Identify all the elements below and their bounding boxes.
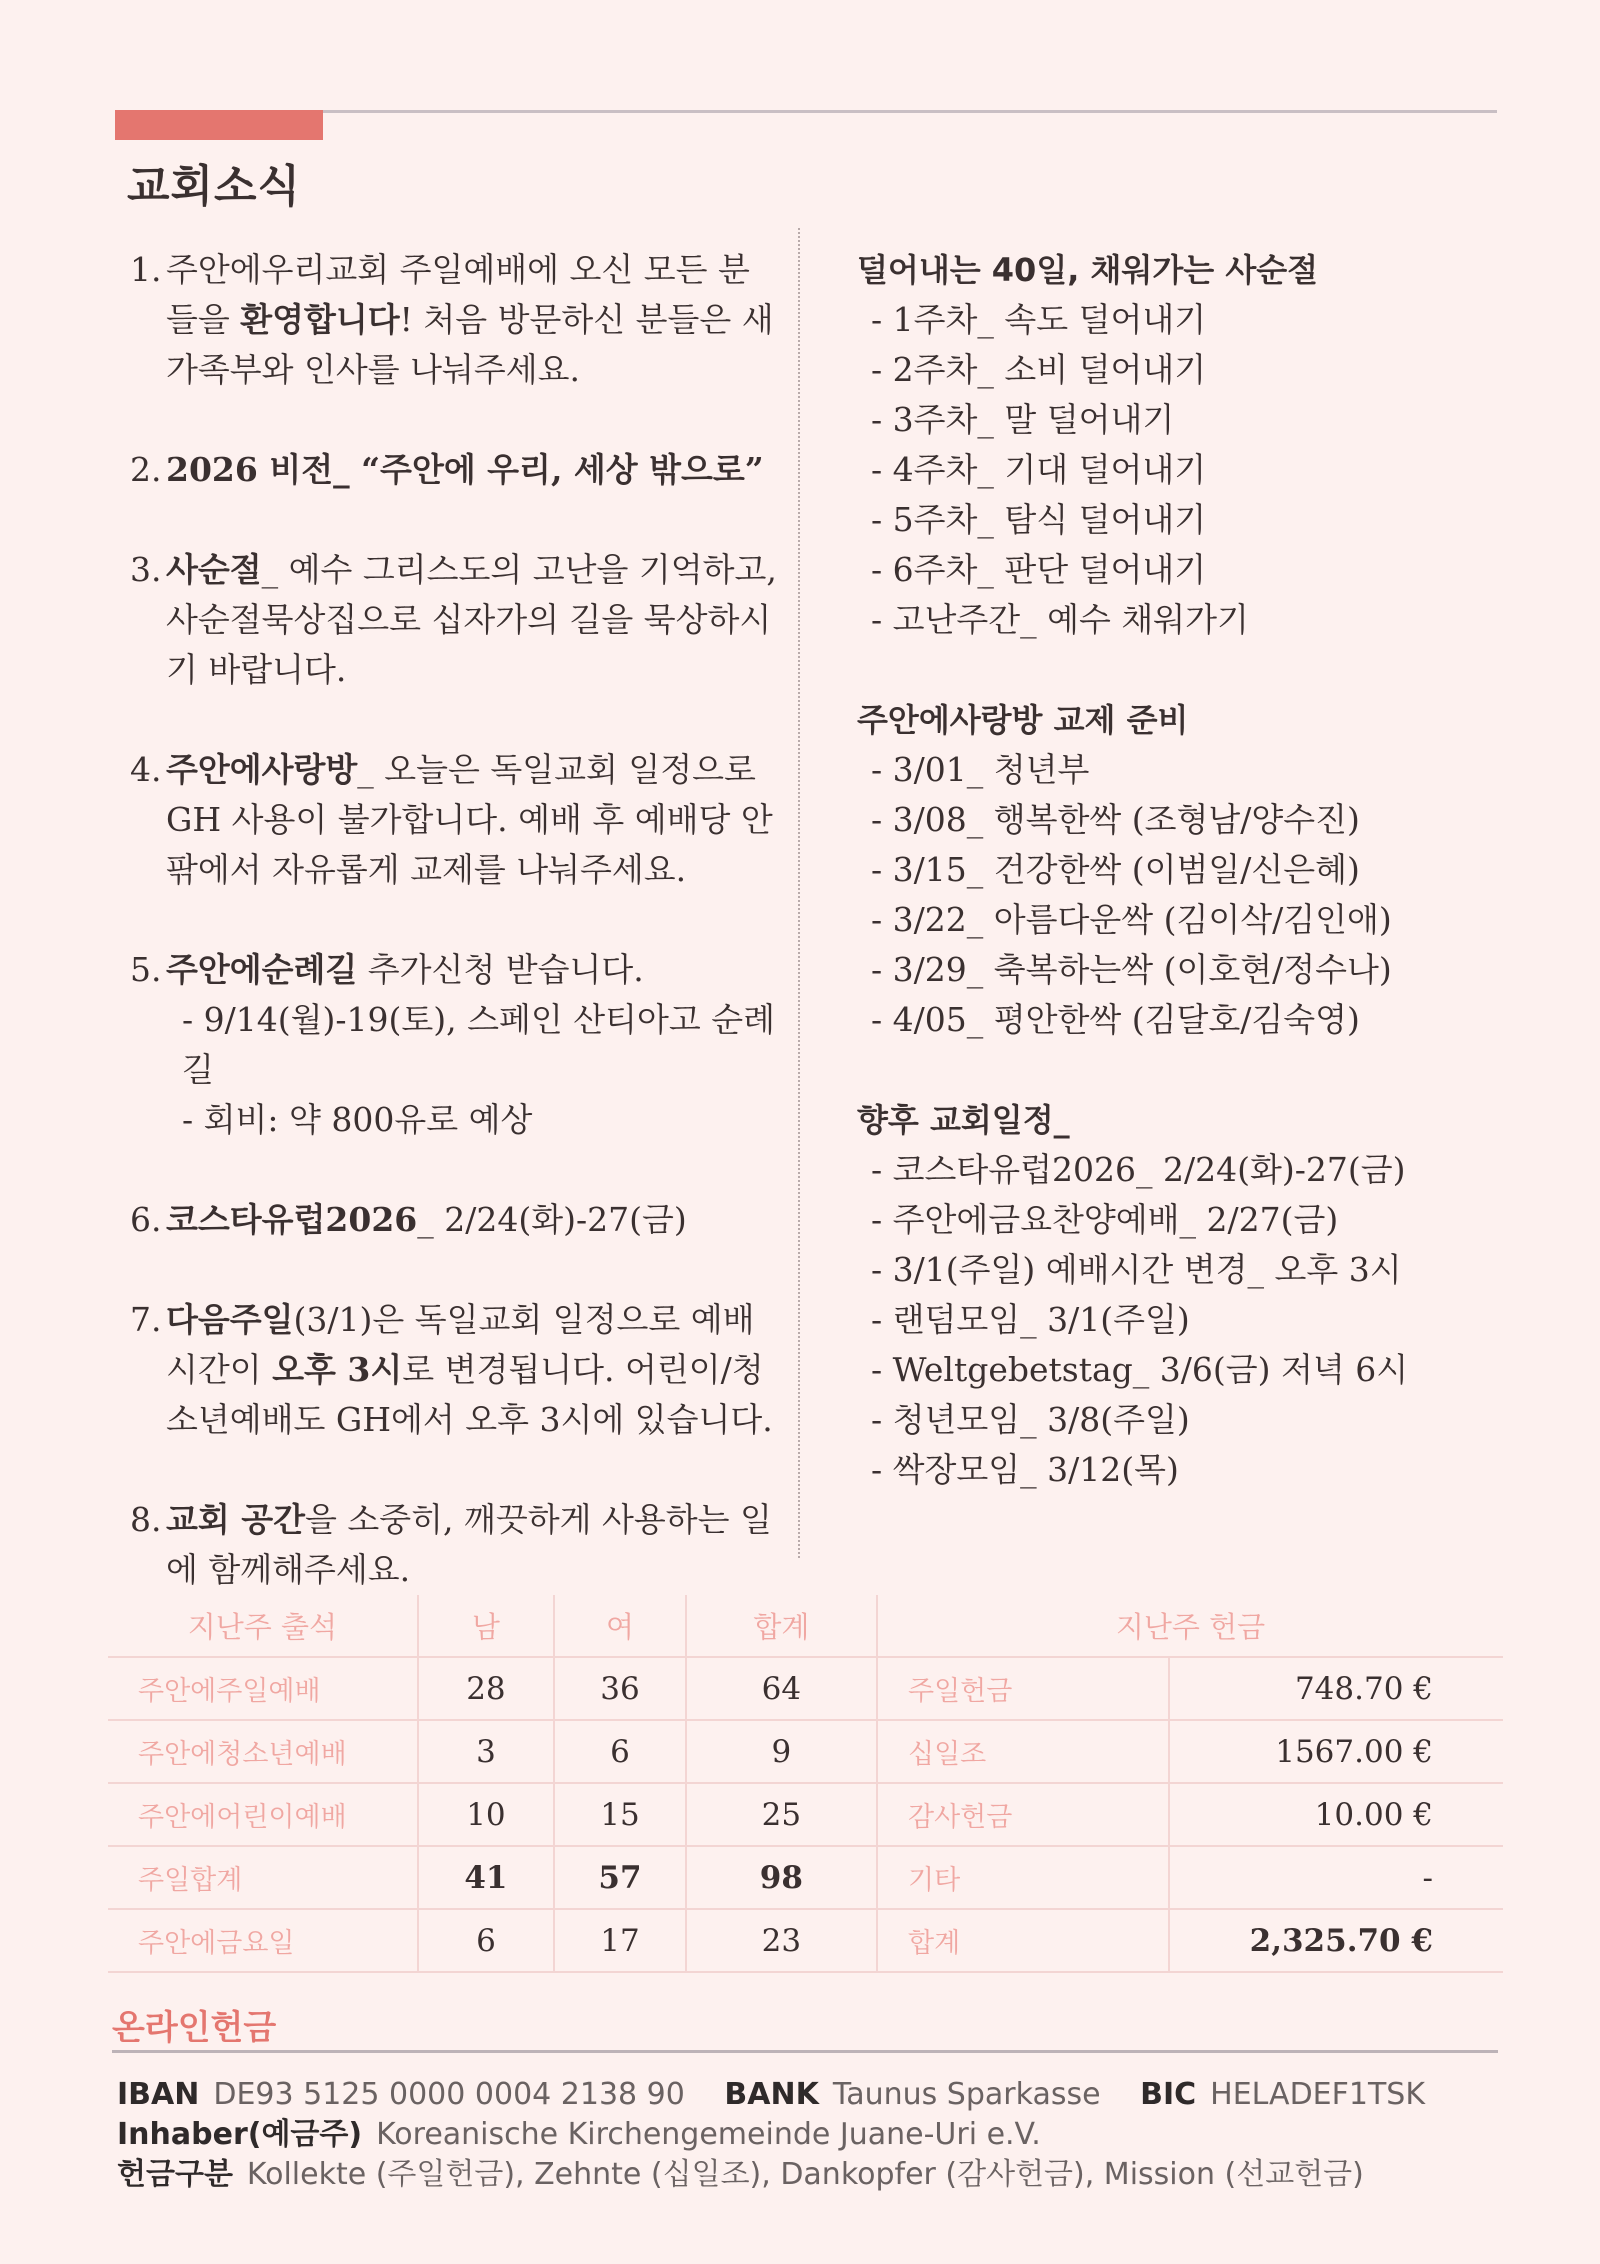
attendance-count: 98	[686, 1846, 877, 1909]
attendance-count: 28	[418, 1657, 555, 1720]
news-item-text	[166, 245, 780, 395]
schedule-column	[857, 245, 1507, 1545]
schedule-line: - Weltgebetstag_ 3/6(금) 저녁 6시	[871, 1350, 1409, 1389]
attendance-row	[108, 1783, 877, 1846]
news-item	[130, 1195, 780, 1245]
news-item	[130, 245, 780, 395]
news-item-text	[166, 1495, 780, 1595]
iban-label: IBAN	[117, 2077, 200, 2112]
news-item-highlight: 사순절	[166, 550, 262, 589]
schedule-line: - 3/1(주일) 예배시간 변경_ 오후 3시	[871, 1250, 1402, 1289]
holder-label: Inhaber(예금주)	[117, 2117, 363, 2152]
schedule-line: - 6주차_ 판단 덜어내기	[871, 550, 1207, 589]
schedule-heading: 덜어내는 40일, 채워가는 사순절	[857, 251, 1319, 289]
offering-row	[878, 1720, 1503, 1783]
attendance-header-row	[108, 1595, 877, 1657]
attendance-count: 6	[418, 1909, 555, 1972]
attendance-count: 10	[418, 1783, 555, 1846]
online-offering-title: 온라인헌금	[112, 2008, 277, 2048]
news-item	[130, 745, 780, 895]
news-item-body: (3/1)은 독일교회 일정으로 예배시간이	[166, 1300, 755, 1389]
schedule-line: - 주안에금요찬양예배_ 2/27(금)	[871, 1200, 1339, 1239]
news-item-highlight: 주안에순례길	[166, 950, 358, 989]
news-item-highlight: 교회 공간	[166, 1500, 306, 1539]
news-item-body: 을 소중히, 깨끗하게 사용하는 일에 함께해주세요.	[166, 1500, 772, 1589]
offering-type-label: 헌금구분	[117, 2157, 233, 2192]
news-item	[130, 445, 780, 495]
attendance-count: 36	[554, 1657, 686, 1720]
title-accent-bar	[115, 110, 323, 140]
bic-label: BIC	[1140, 2077, 1197, 2112]
news-item-number: 1.	[130, 250, 162, 289]
news-item	[130, 1295, 780, 1445]
schedule-line: - 3/08_ 행복한싹 (조형남/양수진)	[871, 800, 1360, 839]
online-rule	[112, 2050, 1498, 2053]
attendance-label: 주안에어린이예배	[108, 1783, 418, 1846]
news-item-number: 8.	[130, 1500, 162, 1539]
bic-value: HELADEF1TSK	[1210, 2077, 1426, 2112]
schedule-line: - 코스타유럽2026_ 2/24(화)-27(금)	[871, 1150, 1406, 1189]
holder-value: Koreanische Kirchengemeinde Juane-Uri e.V.	[376, 2117, 1041, 2152]
schedule-line: - 청년모임_ 3/8(주일)	[871, 1400, 1190, 1439]
attendance-row	[108, 1846, 877, 1909]
column-divider	[798, 228, 800, 1558]
news-item-number: 4.	[130, 750, 162, 789]
news-item-number: 6.	[130, 1200, 162, 1239]
attendance-label: 주일합계	[108, 1846, 418, 1909]
offering-row	[878, 1846, 1503, 1909]
schedule-line: - 3/29_ 축복하는싹 (이호현/정수나)	[871, 950, 1392, 989]
news-item-highlight: 오후 3시	[272, 1350, 403, 1389]
schedule-line: - 5주차_ 탐식 덜어내기	[871, 500, 1207, 539]
attendance-count: 41	[418, 1846, 555, 1909]
bank-value: Taunus Sparkasse	[832, 2077, 1101, 2112]
news-item-text	[166, 545, 780, 695]
offering-label: 십일조	[878, 1720, 1169, 1783]
news-item-body: ! 처음 방문하신 분들은 새가족부와 인사를 나눠주세요.	[166, 300, 774, 389]
schedule-line: - 3/15_ 건강한싹 (이범일/신은혜)	[871, 850, 1360, 889]
news-item-text	[166, 445, 780, 495]
offering-amount: 748.70 €	[1169, 1657, 1503, 1720]
offering-amount: 2,325.70 €	[1169, 1909, 1503, 1972]
offering-label: 기타	[878, 1846, 1169, 1909]
page-title: 교회소식	[127, 161, 302, 212]
news-item-text	[166, 745, 780, 895]
schedule-line: - 3/01_ 청년부	[871, 750, 1090, 789]
attendance-row	[108, 1720, 877, 1783]
schedule-line: - 4주차_ 기대 덜어내기	[871, 450, 1207, 489]
offering-label: 주일헌금	[878, 1657, 1169, 1720]
offering-label: 합계	[878, 1909, 1169, 1972]
attendance-count: 57	[554, 1846, 686, 1909]
offering-amount: -	[1169, 1846, 1503, 1909]
bank-line-1	[117, 2075, 1455, 2115]
schedule-line: - 1주차_ 속도 덜어내기	[871, 300, 1207, 339]
schedule-section	[857, 695, 1507, 1045]
offering-header-cell: 지난주 헌금	[878, 1595, 1503, 1657]
news-item-highlight: 주안에사랑방	[166, 750, 358, 789]
attendance-header-cell: 합계	[686, 1595, 877, 1657]
news-item-body: 주안에우리교회 주일예배에 오신 모든 분들을	[166, 250, 750, 339]
attendance-count: 17	[554, 1909, 686, 1972]
news-item-number: 3.	[130, 550, 162, 589]
news-item-body: 추가신청 받습니다.	[357, 950, 644, 989]
news-item-highlight: 2026 비전_ “주안에 우리, 세상 밖으로”	[166, 450, 764, 489]
schedule-heading: 주안에사랑방 교제 준비	[857, 701, 1189, 739]
attendance-count: 9	[686, 1720, 877, 1783]
news-item	[130, 945, 780, 1145]
news-item-subline: - 회비: 약 800유로 예상	[182, 1100, 533, 1139]
schedule-line: - 싹장모임_ 3/12(목)	[871, 1450, 1179, 1489]
schedule-heading: 향후 교회일정_	[857, 1101, 1070, 1139]
offering-label: 감사헌금	[878, 1783, 1169, 1846]
news-item-body: _ 오늘은 독일교회 일정으로 GH 사용이 불가합니다. 예배 후 예배당 안팎에서 자유롭게 교제를 나눠주세요.	[166, 750, 773, 889]
offering-row	[878, 1909, 1503, 1972]
offering-header-row	[878, 1595, 1503, 1657]
news-item	[130, 545, 780, 695]
attendance-count: 3	[418, 1720, 555, 1783]
news-item-body: 로 변경됩니다. 어린이/청소년예배도 GH에서 오후 3시에 있습니다.	[166, 1350, 773, 1439]
offering-row	[878, 1657, 1503, 1720]
attendance-table	[108, 1595, 878, 1973]
bank-line-2	[117, 2115, 1071, 2155]
attendance-count: 15	[554, 1783, 686, 1846]
attendance-row	[108, 1909, 877, 1972]
attendance-label: 주안에청소년예배	[108, 1720, 418, 1783]
attendance-header-cell: 남	[418, 1595, 555, 1657]
schedule-line: - 3/22_ 아름다운싹 (김이삭/김인애)	[871, 900, 1392, 939]
offering-amount: 1567.00 €	[1169, 1720, 1503, 1783]
offering-type-value: Kollekte (주일헌금), Zehnte (십일조), Dankopfer (감사헌금), Mission (선교헌금)	[246, 2157, 1364, 2192]
schedule-line: - 고난주간_ 예수 채워가기	[871, 600, 1249, 639]
offering-row	[878, 1783, 1503, 1846]
news-item-text	[166, 1195, 780, 1245]
schedule-section	[857, 1095, 1507, 1495]
attendance-row	[108, 1657, 877, 1720]
attendance-header-cell: 여	[554, 1595, 686, 1657]
news-item	[130, 1495, 780, 1595]
news-item-highlight: 다음주일	[166, 1300, 294, 1339]
news-item-body: _ 예수 그리스도의 고난을 기억하고, 사순절묵상집으로 십자가의 길을 묵상하시기 바랍니다.	[166, 550, 777, 689]
bank-label: BANK	[724, 2077, 819, 2112]
news-item-text	[166, 1295, 780, 1445]
attendance-label: 주안에주일예배	[108, 1657, 418, 1720]
news-item-highlight: 코스타유럽2026	[166, 1200, 418, 1239]
news-item-text	[166, 945, 780, 1145]
news-item-number: 7.	[130, 1300, 162, 1339]
attendance-count: 64	[686, 1657, 877, 1720]
news-item-highlight: 환영합니다	[240, 300, 400, 339]
attendance-label: 주안에금요일	[108, 1909, 418, 1972]
attendance-count: 6	[554, 1720, 686, 1783]
iban-value: DE93 5125 0000 0004 2138 90	[213, 2077, 685, 2112]
attendance-header-cell: 지난주 출석	[108, 1595, 418, 1657]
news-item-body: _ 2/24(화)-27(금)	[417, 1200, 687, 1239]
schedule-line: - 2주차_ 소비 덜어내기	[871, 350, 1207, 389]
church-news-list	[130, 245, 780, 1645]
bank-line-3	[117, 2155, 1394, 2195]
attendance-count: 25	[686, 1783, 877, 1846]
schedule-line: - 3주차_ 말 덜어내기	[871, 400, 1175, 439]
offering-amount: 10.00 €	[1169, 1783, 1503, 1846]
news-item-subline: - 9/14(월)-19(토), 스페인 산티아고 순례길	[182, 1000, 776, 1089]
schedule-line: - 랜덤모임_ 3/1(주일)	[871, 1300, 1190, 1339]
news-item-number: 5.	[130, 950, 162, 989]
attendance-count: 23	[686, 1909, 877, 1972]
schedule-line: - 4/05_ 평안한싹 (김달호/김숙영)	[871, 1000, 1360, 1039]
news-item-number: 2.	[130, 450, 162, 489]
schedule-section	[857, 245, 1507, 645]
offering-table	[878, 1595, 1503, 1973]
